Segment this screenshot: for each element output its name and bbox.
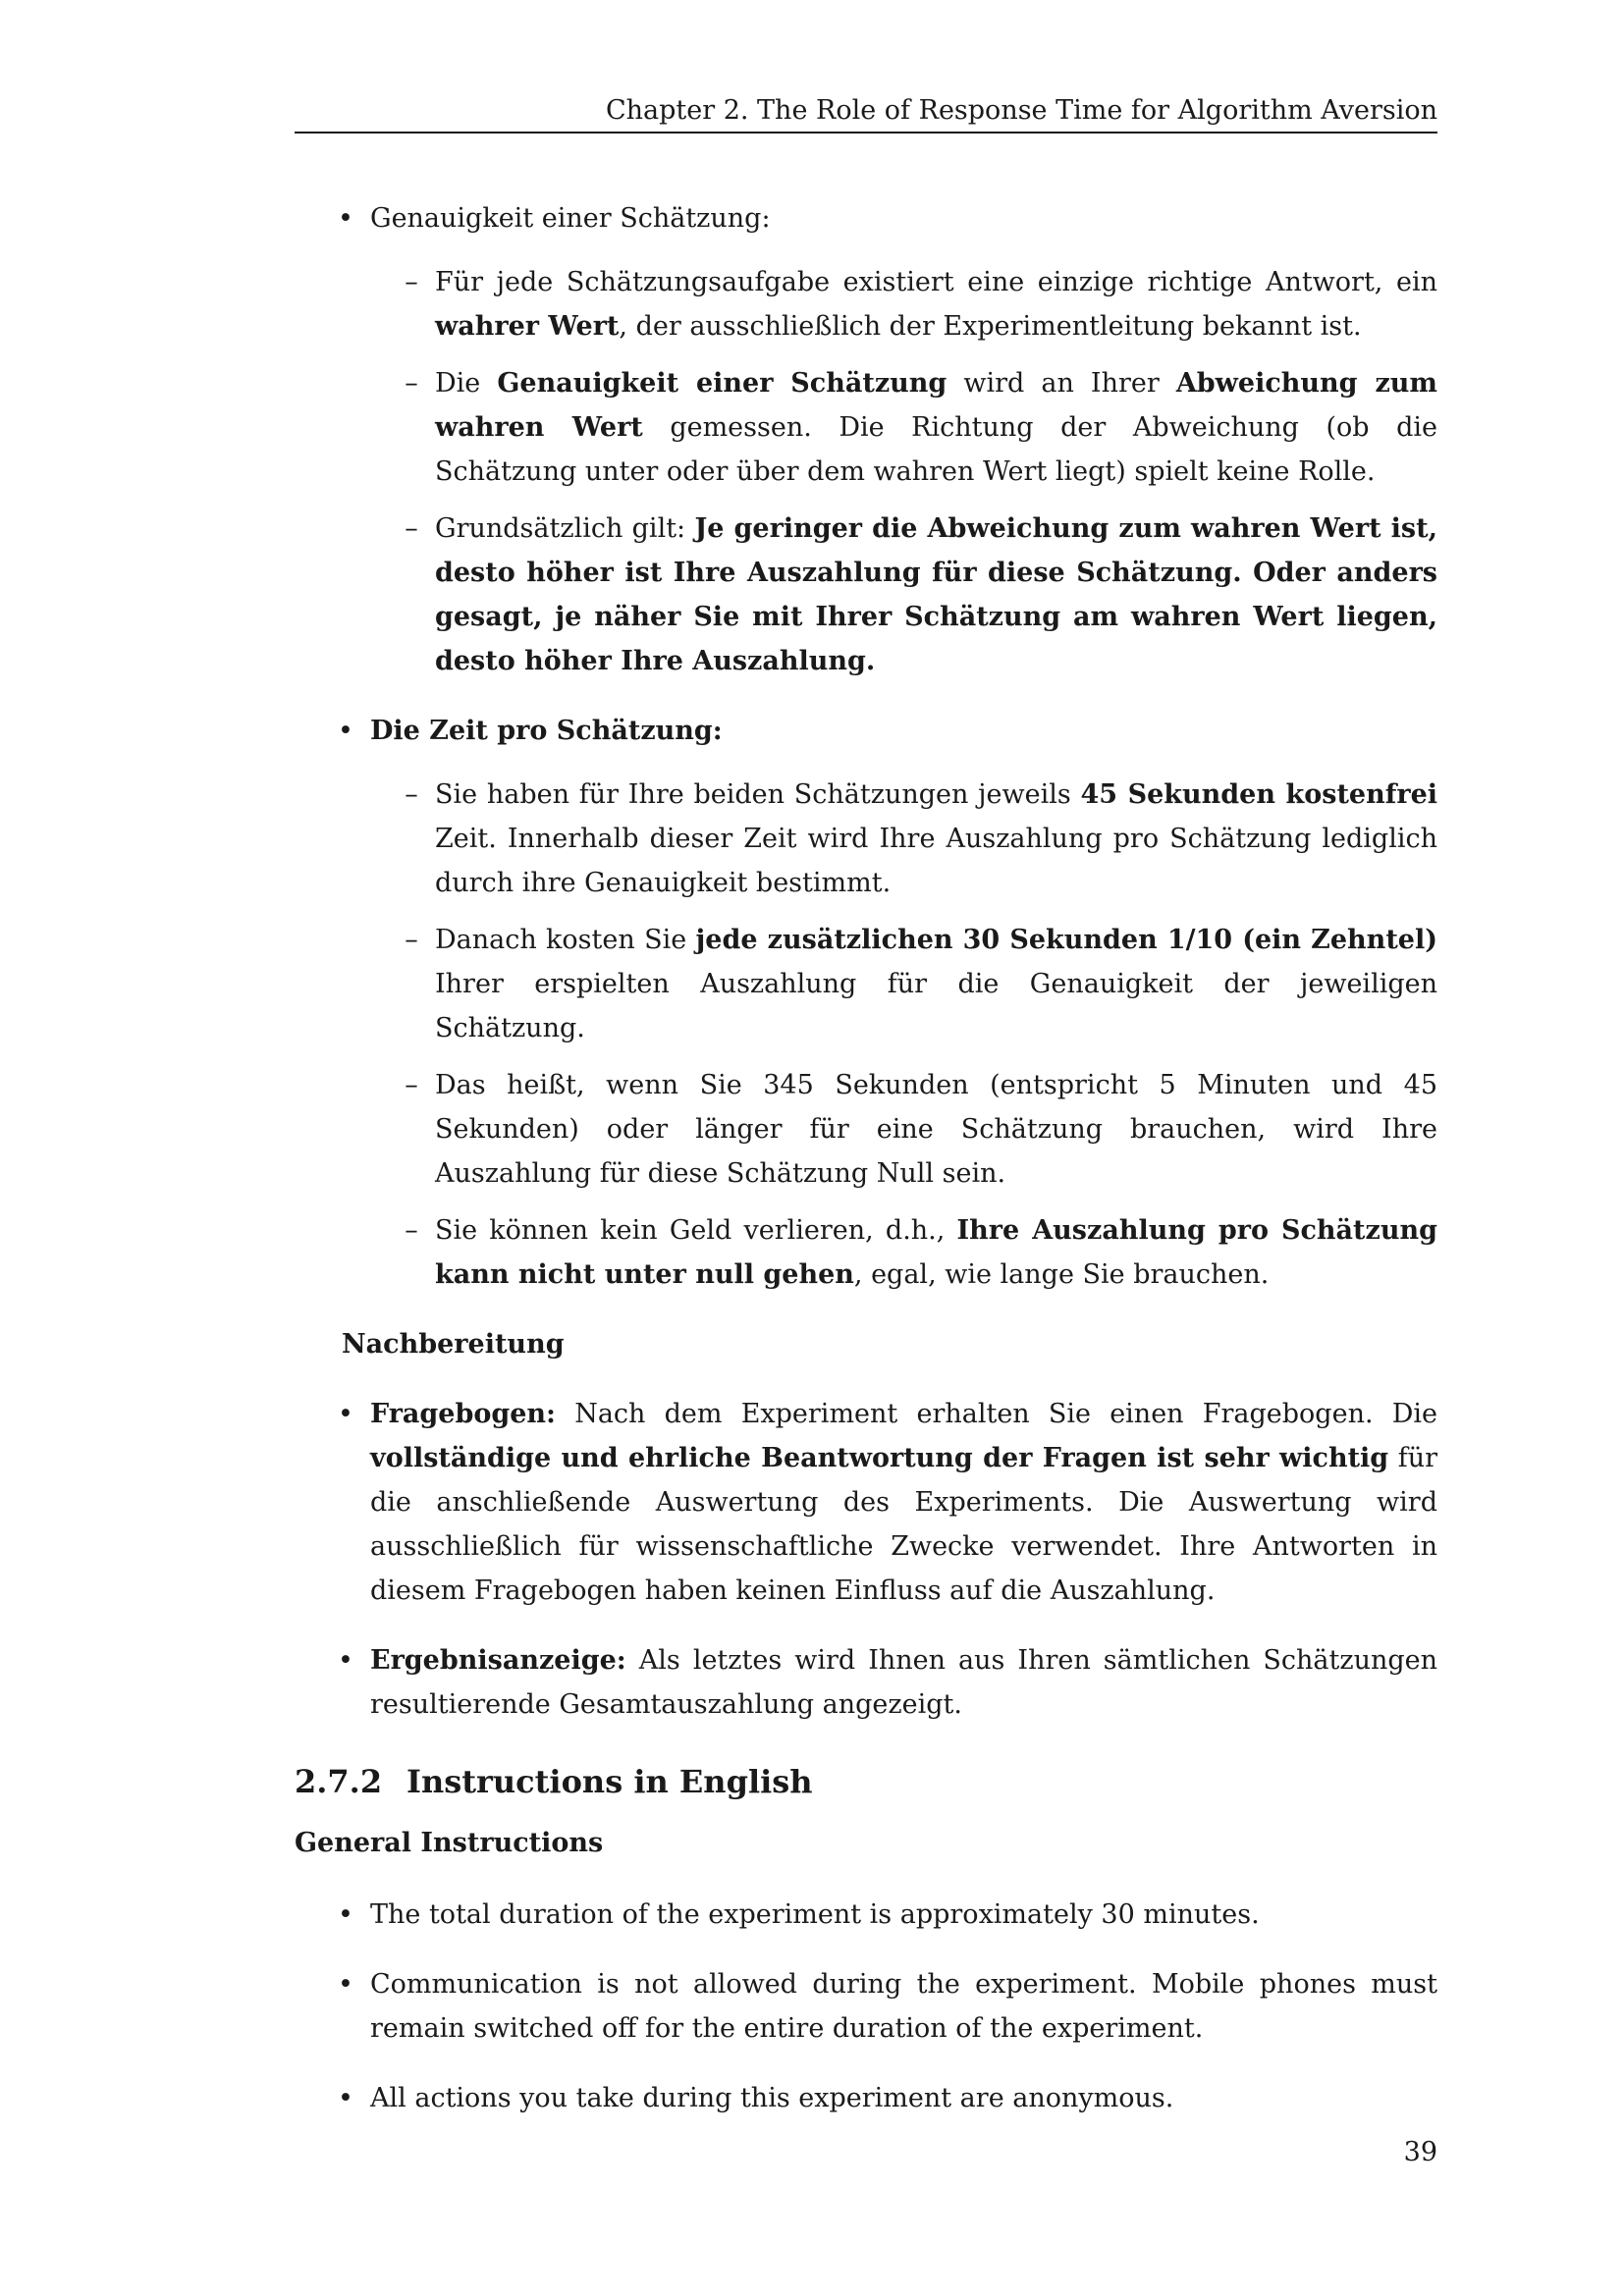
bold-text: wahrer Wert xyxy=(435,311,620,342)
bullet-zeit xyxy=(295,709,1437,1297)
bold-text: Fragebogen: xyxy=(370,1399,557,1429)
subitem-345-sekunden xyxy=(370,1063,1437,1196)
text: The total duration of the experiment is approximately 30 minutes. xyxy=(370,1899,1260,1930)
bullet-mark: • xyxy=(338,1969,353,2000)
header-rule xyxy=(295,132,1437,133)
subitem-abweichung xyxy=(370,361,1437,494)
text: Zeit. Innerhalb dieser Zeit wird Ihre Auszahlung pro Schätzung lediglich durch ihre Genauigkeit bestimmt. xyxy=(435,824,1437,898)
subheading-nachbereitung: Nachbereitung xyxy=(342,1329,565,1360)
bullet-mark: • xyxy=(338,203,353,234)
subitem-zehntel xyxy=(370,918,1437,1050)
section-title: Instructions in English xyxy=(406,1763,813,1800)
section-heading xyxy=(295,1760,1437,1803)
sublist-genauigkeit xyxy=(370,260,1437,683)
bullet-communication xyxy=(295,1962,1437,2051)
text: Sie können kein Geld verlieren, d.h., xyxy=(435,1215,957,1246)
text: Für jede Schätzungsaufgabe existiert eine einzige richtige Antwort, ein xyxy=(435,267,1437,297)
text: Das heißt, wenn Sie 345 Sekunden (entspricht 5 Minuten und 45 Sekunden) oder länger für eine Schätzung brauchen, wird Ihre Auszahlung für diese Schätzung Null sein. xyxy=(435,1070,1437,1189)
bold-text: jede zusätzlichen 30 Sekunden 1/10 (ein Zehntel) xyxy=(695,925,1437,955)
bold-text: Abweichung zum wahren Wert xyxy=(435,368,1437,443)
subitem-kein-geld xyxy=(370,1208,1437,1297)
bullet-mark: • xyxy=(338,716,353,746)
text: Ihrer erspielten Auszahlung für die Genauigkeit der jeweiligen Schätzung. xyxy=(435,969,1437,1043)
running-header: Chapter 2. The Role of Response Time for Algorithm Aversion xyxy=(605,95,1437,126)
text: Die xyxy=(435,368,498,399)
text: wird an Ihrer xyxy=(947,368,1176,399)
bold-text: Die Zeit pro Schätzung: xyxy=(370,716,723,746)
dash-mark: – xyxy=(405,513,418,544)
subitem-kostenfrei xyxy=(370,773,1437,905)
dash-mark: – xyxy=(405,1215,418,1246)
text: für die anschließende Auswertung des Experiments. Die Auswertung wird ausschließlich für wissenschaftliche Zwecke verwendet. Ihre Antworten in diesem Fragebogen haben keinen Einfluss auf die Auszahlung. xyxy=(370,1443,1438,1606)
text: Nach dem Experiment erhalten Sie einen Fragebogen. Die xyxy=(556,1399,1437,1429)
dash-mark: – xyxy=(405,1070,418,1100)
dash-mark: – xyxy=(405,925,418,955)
bullet-fragebogen xyxy=(295,1392,1437,1613)
bullet-duration xyxy=(295,1893,1437,1937)
dash-mark: – xyxy=(405,779,418,810)
sublist-zeit xyxy=(370,773,1437,1297)
subitem-wahrer-wert xyxy=(370,260,1437,348)
text: All actions you take during this experiment are anonymous. xyxy=(370,2083,1174,2113)
bullet-mark: • xyxy=(338,2083,353,2113)
bullet-genauigkeit xyxy=(295,196,1437,683)
dash-mark: – xyxy=(405,368,418,399)
text: Danach kosten Sie xyxy=(435,925,696,955)
bullet-anonymous xyxy=(295,2076,1437,2120)
text: Als letztes wird Ihnen aus Ihren sämtlichen Schätzungen resultierende Gesamtauszahlung angezeigt. xyxy=(370,1645,1437,1720)
bullet-heading xyxy=(370,709,1437,753)
bullet-mark: • xyxy=(338,1399,353,1429)
bullet-ergebnisanzeige xyxy=(295,1638,1437,1727)
page-number: 39 xyxy=(1403,2137,1437,2167)
text: Communication is not allowed during the experiment. Mobile phones must remain switched off for the entire duration of the experiment. xyxy=(370,1969,1437,2044)
bold-text: Je geringer die Abweichung zum wahren Wert ist, desto höher ist Ihre Auszahlung für diese Schätzung. Oder anders gesagt, je näher Sie mit Ihrer Schätzung am wahren Wert liegen, desto höher Ihre Auszahlung. xyxy=(435,513,1438,676)
text: gemessen. Die Richtung der Abweichung (ob die Schätzung unter oder über dem wahren Wert liegt) spielt keine Rolle. xyxy=(435,412,1437,487)
text: , egal, wie lange Sie brauchen. xyxy=(853,1259,1270,1290)
bold-text: Ihre Auszahlung pro Schätzung kann nicht unter null gehen xyxy=(435,1215,1437,1290)
subitem-grundsaetzlich xyxy=(370,507,1437,683)
bold-text: 45 Sekunden kostenfrei xyxy=(1080,779,1438,810)
subheading-general-instructions: General Instructions xyxy=(295,1828,604,1858)
text: Sie haben für Ihre beiden Schätzungen jeweils xyxy=(435,779,1081,810)
bold-text: Genauigkeit einer Schätzung xyxy=(497,368,947,399)
bold-text: vollständige und ehrliche Beantwortung der Fragen ist sehr wichtig xyxy=(370,1443,1389,1473)
text: Grundsätzlich gilt: xyxy=(435,513,695,544)
bullet-heading: Genauigkeit einer Schätzung: xyxy=(370,203,771,234)
section-number: 2.7.2 xyxy=(295,1763,383,1800)
page-content xyxy=(295,196,1437,2146)
text: , der ausschließlich der Experimentleitung bekannt ist. xyxy=(619,311,1362,342)
dash-mark: – xyxy=(405,267,418,297)
bold-text: Ergebnisanzeige: xyxy=(370,1645,626,1676)
bullet-mark: • xyxy=(338,1899,353,1930)
bullet-mark: • xyxy=(338,1645,353,1676)
